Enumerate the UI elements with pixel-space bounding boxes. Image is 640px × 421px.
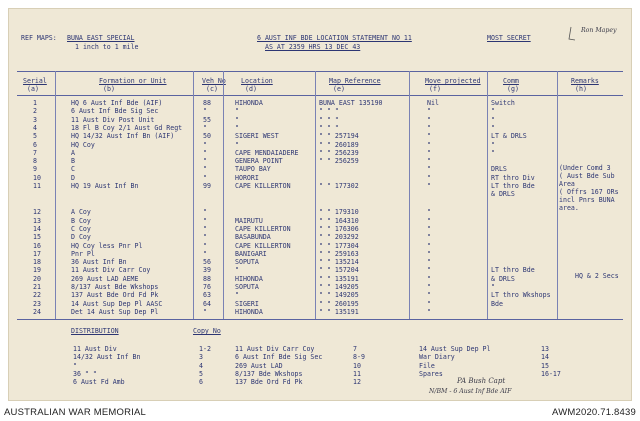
unit-cell: 18 Fl B Coy 2/1 Aust Gd Regt: [71, 124, 183, 132]
map-ref-cell: " " 135191: [319, 308, 359, 316]
distribution-copy-no: 12: [353, 378, 361, 386]
column-header-label: Location: [241, 77, 273, 85]
unit-cell: C Coy: [71, 225, 91, 233]
serial-cell: 15: [33, 233, 41, 241]
vehicle-cell: ": [203, 308, 207, 316]
serial-cell: 21: [33, 283, 41, 291]
map-ref-cell: " " 176306: [319, 225, 359, 233]
serial-cell: 12: [33, 208, 41, 216]
serial-cell: 13: [33, 217, 41, 225]
table-bottom-rule: [17, 319, 623, 320]
serial-cell: 6: [33, 141, 37, 149]
move-cell: ": [427, 233, 431, 241]
distribution-addressee: ": [73, 362, 77, 370]
distribution-addressee: 8/137 Bde Wkshops: [235, 370, 303, 378]
serial-cell: 11: [33, 182, 41, 190]
remarks-hq-secs: HQ & 2 Secs: [575, 272, 619, 280]
location-cell: TAUPO BAY: [235, 165, 271, 173]
distribution-copy-no: 3: [199, 353, 203, 361]
vehicle-cell: 88: [203, 99, 211, 107]
move-cell: ": [427, 124, 431, 132]
column-divider: [55, 71, 56, 319]
map-ref-cell: BUNA EAST 135190: [319, 99, 383, 107]
comm-cell: ": [491, 107, 495, 115]
comm-cell: ": [491, 283, 495, 291]
map-ref-cell: " " 256239: [319, 149, 359, 157]
map-ref-cell: " " 257194: [319, 132, 359, 140]
serial-cell: 23: [33, 300, 41, 308]
comm-cell: DRLS: [491, 165, 507, 173]
location-cell: ": [235, 266, 239, 274]
comm-cell: LT thro Bde: [491, 182, 535, 190]
column-header-label: Comm: [503, 77, 519, 85]
move-cell: ": [427, 266, 431, 274]
map-ref-cell: " " 177304: [319, 242, 359, 250]
comm-cell: ": [491, 141, 495, 149]
comm-cell: LT & DRLS: [491, 132, 527, 140]
column-divider: [315, 71, 316, 319]
unit-cell: 11 Aust Div Carr Coy: [71, 266, 151, 274]
classification: MOST SECRET: [487, 34, 531, 42]
unit-cell: C: [71, 165, 75, 173]
serial-cell: 14: [33, 225, 41, 233]
map-ref-cell: " " 203292: [319, 233, 359, 241]
location-cell: SOPUTA: [235, 283, 259, 291]
vehicle-cell: 39: [203, 266, 211, 274]
column-header-label: Veh No: [202, 77, 226, 85]
location-cell: CAPE KILLERTON: [235, 182, 291, 190]
table-top-rule: [17, 71, 623, 72]
vehicle-cell: ": [203, 217, 207, 225]
location-cell: ": [235, 107, 239, 115]
move-cell: ": [427, 258, 431, 266]
location-cell: ": [235, 291, 239, 299]
map-ref-cell: " " 259163: [319, 250, 359, 258]
distribution-copy-no: 10: [353, 362, 361, 370]
column-divider: [557, 71, 558, 319]
location-cell: SIGERI: [235, 300, 259, 308]
serial-cell: 9: [33, 165, 37, 173]
column-header-label: Remarks: [571, 77, 599, 85]
archive-name: AUSTRALIAN WAR MEMORIAL: [4, 407, 147, 418]
location-cell: CAPE KILLERTON: [235, 242, 291, 250]
vehicle-cell: 50: [203, 132, 211, 140]
remarks-line: (Under Comd 3: [559, 164, 611, 172]
column-header-key: (c): [206, 85, 218, 93]
remarks-line: Area: [559, 180, 575, 188]
column-header-key: (a): [27, 85, 39, 93]
document-title: 6 AUST INF BDE LOCATION STATEMENT NO 11: [257, 34, 412, 42]
location-cell: ": [235, 141, 239, 149]
distribution-copy-no: 15: [541, 362, 549, 370]
vehicle-cell: ": [203, 225, 207, 233]
serial-cell: 22: [33, 291, 41, 299]
move-cell: ": [427, 300, 431, 308]
map-ref-cell: " " 149205: [319, 283, 359, 291]
map-ref-cell: " " 260195: [319, 300, 359, 308]
unit-cell: 8/137 Aust Bde Wkshops: [71, 283, 159, 291]
table-header-rule: [17, 95, 623, 96]
comm-cell: ": [491, 149, 495, 157]
move-cell: ": [427, 250, 431, 258]
column-header-key: (e): [333, 85, 345, 93]
location-cell: BANIGARI: [235, 250, 267, 258]
column-header-label: Map Reference: [329, 77, 381, 85]
move-cell: ": [427, 182, 431, 190]
vehicle-cell: ": [203, 157, 207, 165]
unit-cell: Det 14 Aust Sup Dep Pl: [71, 308, 159, 316]
unit-cell: HQ Coy less Pnr Pl: [71, 242, 143, 250]
column-divider: [487, 71, 488, 319]
map-name: BUNA EAST SPECIAL: [67, 34, 135, 42]
serial-cell: 7: [33, 149, 37, 157]
distribution-copy-no: 16-17: [541, 370, 561, 378]
distribution-addressee: 36 " ": [73, 370, 97, 378]
column-header-key: (f): [429, 85, 441, 93]
vehicle-cell: 88: [203, 275, 211, 283]
serial-cell: 24: [33, 308, 41, 316]
serial-cell: 20: [33, 275, 41, 283]
vehicle-cell: ": [203, 141, 207, 149]
unit-cell: D Coy: [71, 233, 91, 241]
map-ref-cell: " " ": [319, 116, 339, 124]
comm-cell: LT thro Bde: [491, 266, 535, 274]
serial-cell: 8: [33, 157, 37, 165]
map-ref-cell: " " 149205: [319, 291, 359, 299]
column-divider: [409, 71, 410, 319]
serial-cell: 5: [33, 132, 37, 140]
location-cell: SOPUTA: [235, 258, 259, 266]
column-header-key: (g): [507, 85, 519, 93]
distribution-heading: DISTRIBUTION: [71, 327, 119, 335]
accession-number: AWM2020.71.8439: [552, 407, 636, 418]
column-header-label: Move projected: [425, 77, 481, 85]
column-divider: [223, 71, 224, 319]
vehicle-cell: ": [203, 149, 207, 157]
move-cell: ": [427, 174, 431, 182]
map-ref-cell: " " 157204: [319, 266, 359, 274]
signatory-title: N/BM - 6 Aust Inf Bde AIF: [429, 388, 512, 395]
distribution-addressee: 14/32 Aust Inf Bn: [73, 353, 141, 361]
serial-cell: 10: [33, 174, 41, 182]
distribution-addressee: File: [419, 362, 435, 370]
location-cell: HIHONDA: [235, 99, 263, 107]
distribution-copy-no: 4: [199, 362, 203, 370]
comm-cell: ": [491, 116, 495, 124]
map-ref-cell: " " ": [319, 124, 339, 132]
vehicle-cell: ": [203, 250, 207, 258]
serial-cell: 3: [33, 116, 37, 124]
vehicle-cell: ": [203, 165, 207, 173]
move-cell: ": [427, 291, 431, 299]
distribution-addressee: 11 Aust Div: [73, 345, 117, 353]
serial-cell: 17: [33, 250, 41, 258]
unit-cell: A Coy: [71, 208, 91, 216]
move-cell: ": [427, 141, 431, 149]
move-cell: ": [427, 275, 431, 283]
comm-cell: Switch: [491, 99, 515, 107]
map-ref-cell: " " 164310: [319, 217, 359, 225]
unit-cell: B Coy: [71, 217, 91, 225]
column-divider: [193, 71, 194, 319]
vehicle-cell: ": [203, 174, 207, 182]
comm-cell: RT thro Div: [491, 174, 535, 182]
vehicle-cell: ": [203, 107, 207, 115]
distribution-addressee: 6 Aust Fd Amb: [73, 378, 125, 386]
serial-cell: 1: [33, 99, 37, 107]
comm-cell: ": [491, 124, 495, 132]
distribution-copy-no: 8-9: [353, 353, 365, 361]
location-cell: GENERA POINT: [235, 157, 283, 165]
map-ref-cell: " " ": [319, 107, 339, 115]
column-header-label: Formation or Unit: [99, 77, 167, 85]
serial-cell: 4: [33, 124, 37, 132]
unit-cell: HQ 19 Aust Inf Bn: [71, 182, 139, 190]
distribution-addressee: 6 Aust Inf Bde Sig Sec: [235, 353, 323, 361]
copy-no-heading: Copy No: [193, 327, 221, 335]
location-cell: CAPE KILLERTON: [235, 225, 291, 233]
ref-maps-label: REF MAPS:: [21, 34, 57, 42]
archive-footer: [0, 404, 640, 421]
remarks-line: ( Aust Bde Sub: [559, 172, 615, 180]
distribution-addressee: 14 Aust Sup Dep Pl: [419, 345, 491, 353]
move-cell: Nil: [427, 99, 439, 107]
map-ref-cell: " " 256259: [319, 157, 359, 165]
move-cell: ": [427, 149, 431, 157]
vehicle-cell: 55: [203, 116, 211, 124]
vehicle-cell: 76: [203, 283, 211, 291]
move-cell: ": [427, 242, 431, 250]
vehicle-cell: ": [203, 124, 207, 132]
move-cell: ": [427, 208, 431, 216]
document-sheet: [8, 8, 632, 401]
map-ref-cell: " " 177302: [319, 182, 359, 190]
remarks-line: area.: [559, 204, 579, 212]
distribution-copy-no: 5: [199, 370, 203, 378]
unit-cell: 6 Aust Inf Bde Sig Sec: [71, 107, 159, 115]
move-cell: ": [427, 116, 431, 124]
unit-cell: HQ 6 Aust Inf Bde (AIF): [71, 99, 163, 107]
unit-cell: 137 Aust Bde Ord Fd Pk: [71, 291, 159, 299]
move-cell: ": [427, 225, 431, 233]
vehicle-cell: 63: [203, 291, 211, 299]
move-cell: ": [427, 107, 431, 115]
unit-cell: B: [71, 157, 75, 165]
move-cell: ": [427, 283, 431, 291]
vehicle-cell: 99: [203, 182, 211, 190]
serial-cell: 19: [33, 266, 41, 274]
distribution-copy-no: 7: [353, 345, 357, 353]
map-ref-cell: " " 135214: [319, 258, 359, 266]
distribution-addressee: 11 Aust Div Carr Coy: [235, 345, 315, 353]
column-header-key: (d): [245, 85, 257, 93]
unit-cell: 14 Aust Sup Dep Pl AASC: [71, 300, 163, 308]
remarks-line: ( Offrs 167 ORs: [559, 188, 619, 196]
location-cell: CAPE MENDAIADERE: [235, 149, 299, 157]
distribution-addressee: 137 Bde Ord Fd Pk: [235, 378, 303, 386]
handwritten-top-note: Ron Mapey: [581, 27, 617, 34]
map-ref-cell: " " 135191: [319, 275, 359, 283]
unit-cell: 11 Aust Div Post Unit: [71, 116, 155, 124]
location-cell: BASABUNDA: [235, 233, 271, 241]
location-cell: ": [235, 124, 239, 132]
as-at-date: AS AT 2359 HRS 13 DEC 43: [265, 43, 361, 51]
unit-cell: HQ 14/32 Aust Inf Bn (AIF): [71, 132, 175, 140]
location-cell: HORORI: [235, 174, 259, 182]
handwritten-annotation: [565, 23, 633, 43]
signature: PA Bush Capt: [457, 377, 506, 385]
vehicle-cell: ": [203, 208, 207, 216]
vehicle-cell: ": [203, 242, 207, 250]
distribution-copy-no: 14: [541, 353, 549, 361]
unit-cell: Pnr Pl: [71, 250, 95, 258]
comm-cell: LT thro Wkshops: [491, 291, 551, 299]
location-cell: SIGERI WEST: [235, 132, 279, 140]
unit-cell: HQ Coy: [71, 141, 95, 149]
distribution-addressee: War Diary: [419, 353, 455, 361]
move-cell: ": [427, 165, 431, 173]
vehicle-cell: ": [203, 233, 207, 241]
location-cell: HIHONDA: [235, 275, 263, 283]
unit-cell: D: [71, 174, 75, 182]
move-cell: ": [427, 308, 431, 316]
map-scale: 1 inch to 1 mile: [75, 43, 139, 51]
vehicle-cell: 56: [203, 258, 211, 266]
distribution-copy-no: 1-2: [199, 345, 211, 353]
distribution-addressee: 269 Aust LAD: [235, 362, 283, 370]
unit-cell: 269 Aust LAD AEME: [71, 275, 139, 283]
column-header-key: (h): [575, 85, 587, 93]
location-cell: MAIRUTU: [235, 217, 263, 225]
move-cell: ": [427, 217, 431, 225]
distribution-addressee: Spares: [419, 370, 443, 378]
unit-cell: 36 Aust Inf Bn: [71, 258, 127, 266]
column-header-label: Serial: [23, 77, 47, 85]
comm-cell: & DRLS: [491, 190, 515, 198]
serial-cell: 18: [33, 258, 41, 266]
vehicle-cell: 64: [203, 300, 211, 308]
location-cell: ": [235, 116, 239, 124]
unit-cell: A: [71, 149, 75, 157]
comm-cell: & DRLS: [491, 275, 515, 283]
remarks-line: incl Pnrs BUNA: [559, 196, 615, 204]
map-ref-cell: " " 260189: [319, 141, 359, 149]
serial-cell: 2: [33, 107, 37, 115]
distribution-copy-no: 6: [199, 378, 203, 386]
map-ref-cell: " " 179310: [319, 208, 359, 216]
location-cell: HIHONDA: [235, 308, 263, 316]
move-cell: ": [427, 157, 431, 165]
distribution-copy-no: 13: [541, 345, 549, 353]
move-cell: ": [427, 132, 431, 140]
distribution-copy-no: 11: [353, 370, 361, 378]
serial-cell: 16: [33, 242, 41, 250]
comm-cell: Bde: [491, 300, 503, 308]
column-header-key: (b): [103, 85, 115, 93]
